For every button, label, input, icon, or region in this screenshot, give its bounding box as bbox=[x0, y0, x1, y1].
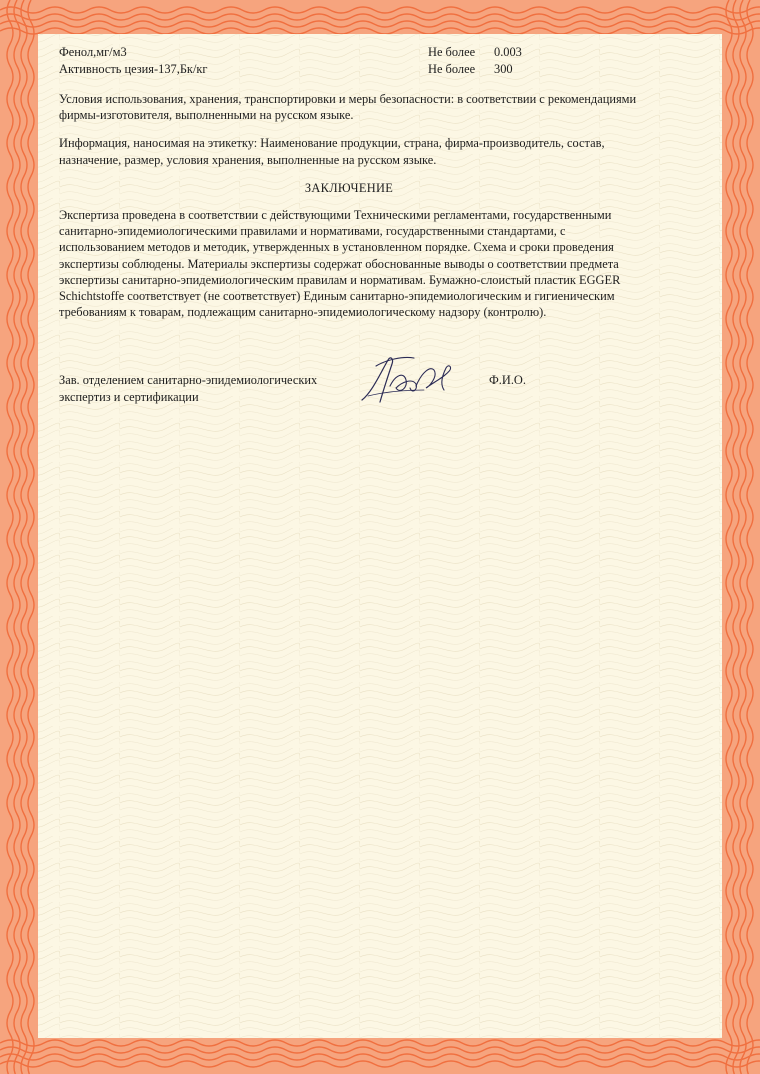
handwritten-signature bbox=[354, 352, 464, 408]
indicator-label: Фенол,мг/м3 bbox=[59, 45, 127, 59]
indicator-row-cesium bbox=[59, 61, 639, 78]
indicator-value: 300 bbox=[494, 61, 513, 76]
signatory-fio: Ф.И.О. bbox=[489, 373, 526, 387]
conclusion-paragraph: Экспертиза проведена в соответствии с действующими Техническими регламентами, государственными санитарно-эпидемиологическими правилами и нормативами, государственными стандартами, с использованием методов и методик, утвержденных в установленном порядке. Схема и сроки проведения экспертизы соблюдены. Материалы экспертизы содержат обоснованные выводы о соответствии предмета экспертизы санитарно-эпидемиологическим правилам и нормативам. Бумажно-слоистый пластик EGGER Schichtstoffe соответствует (не соответствует) Единым санитарно-эпидемиологическим и гигиеническим требованиям к товарам, подлежащим санитарно-эпидемиологическому надзору (контролю). bbox=[59, 208, 621, 320]
indicator-limit: Не более bbox=[428, 61, 476, 76]
signature-block bbox=[59, 372, 659, 412]
indicator-value: 0.003 bbox=[494, 45, 522, 59]
signatory-title: Зав. отделением санитарно-эпидемиологических экспертиз и сертификации bbox=[59, 373, 318, 404]
document-body bbox=[59, 44, 639, 320]
indicator-row-phenol bbox=[59, 44, 639, 61]
indicator-label: Активность цезия-137,Бк/кг bbox=[59, 61, 208, 76]
indicator-limit: Не более bbox=[428, 45, 476, 59]
label-info-paragraph: Информация, наносимая на этикетку: Наименование продукции, страна, фирма-производитель, состав, назначение, размер, условия хранения, выполненные на русском языке. bbox=[59, 136, 605, 167]
conclusion-heading: ЗАКЛЮЧЕНИЕ bbox=[304, 180, 394, 195]
conditions-paragraph: Условия использования, хранения, транспортировки и меры безопасности: в соответствии с рекомендациями фирмы-изготовителя, выполненными на русском языке. bbox=[59, 92, 637, 123]
